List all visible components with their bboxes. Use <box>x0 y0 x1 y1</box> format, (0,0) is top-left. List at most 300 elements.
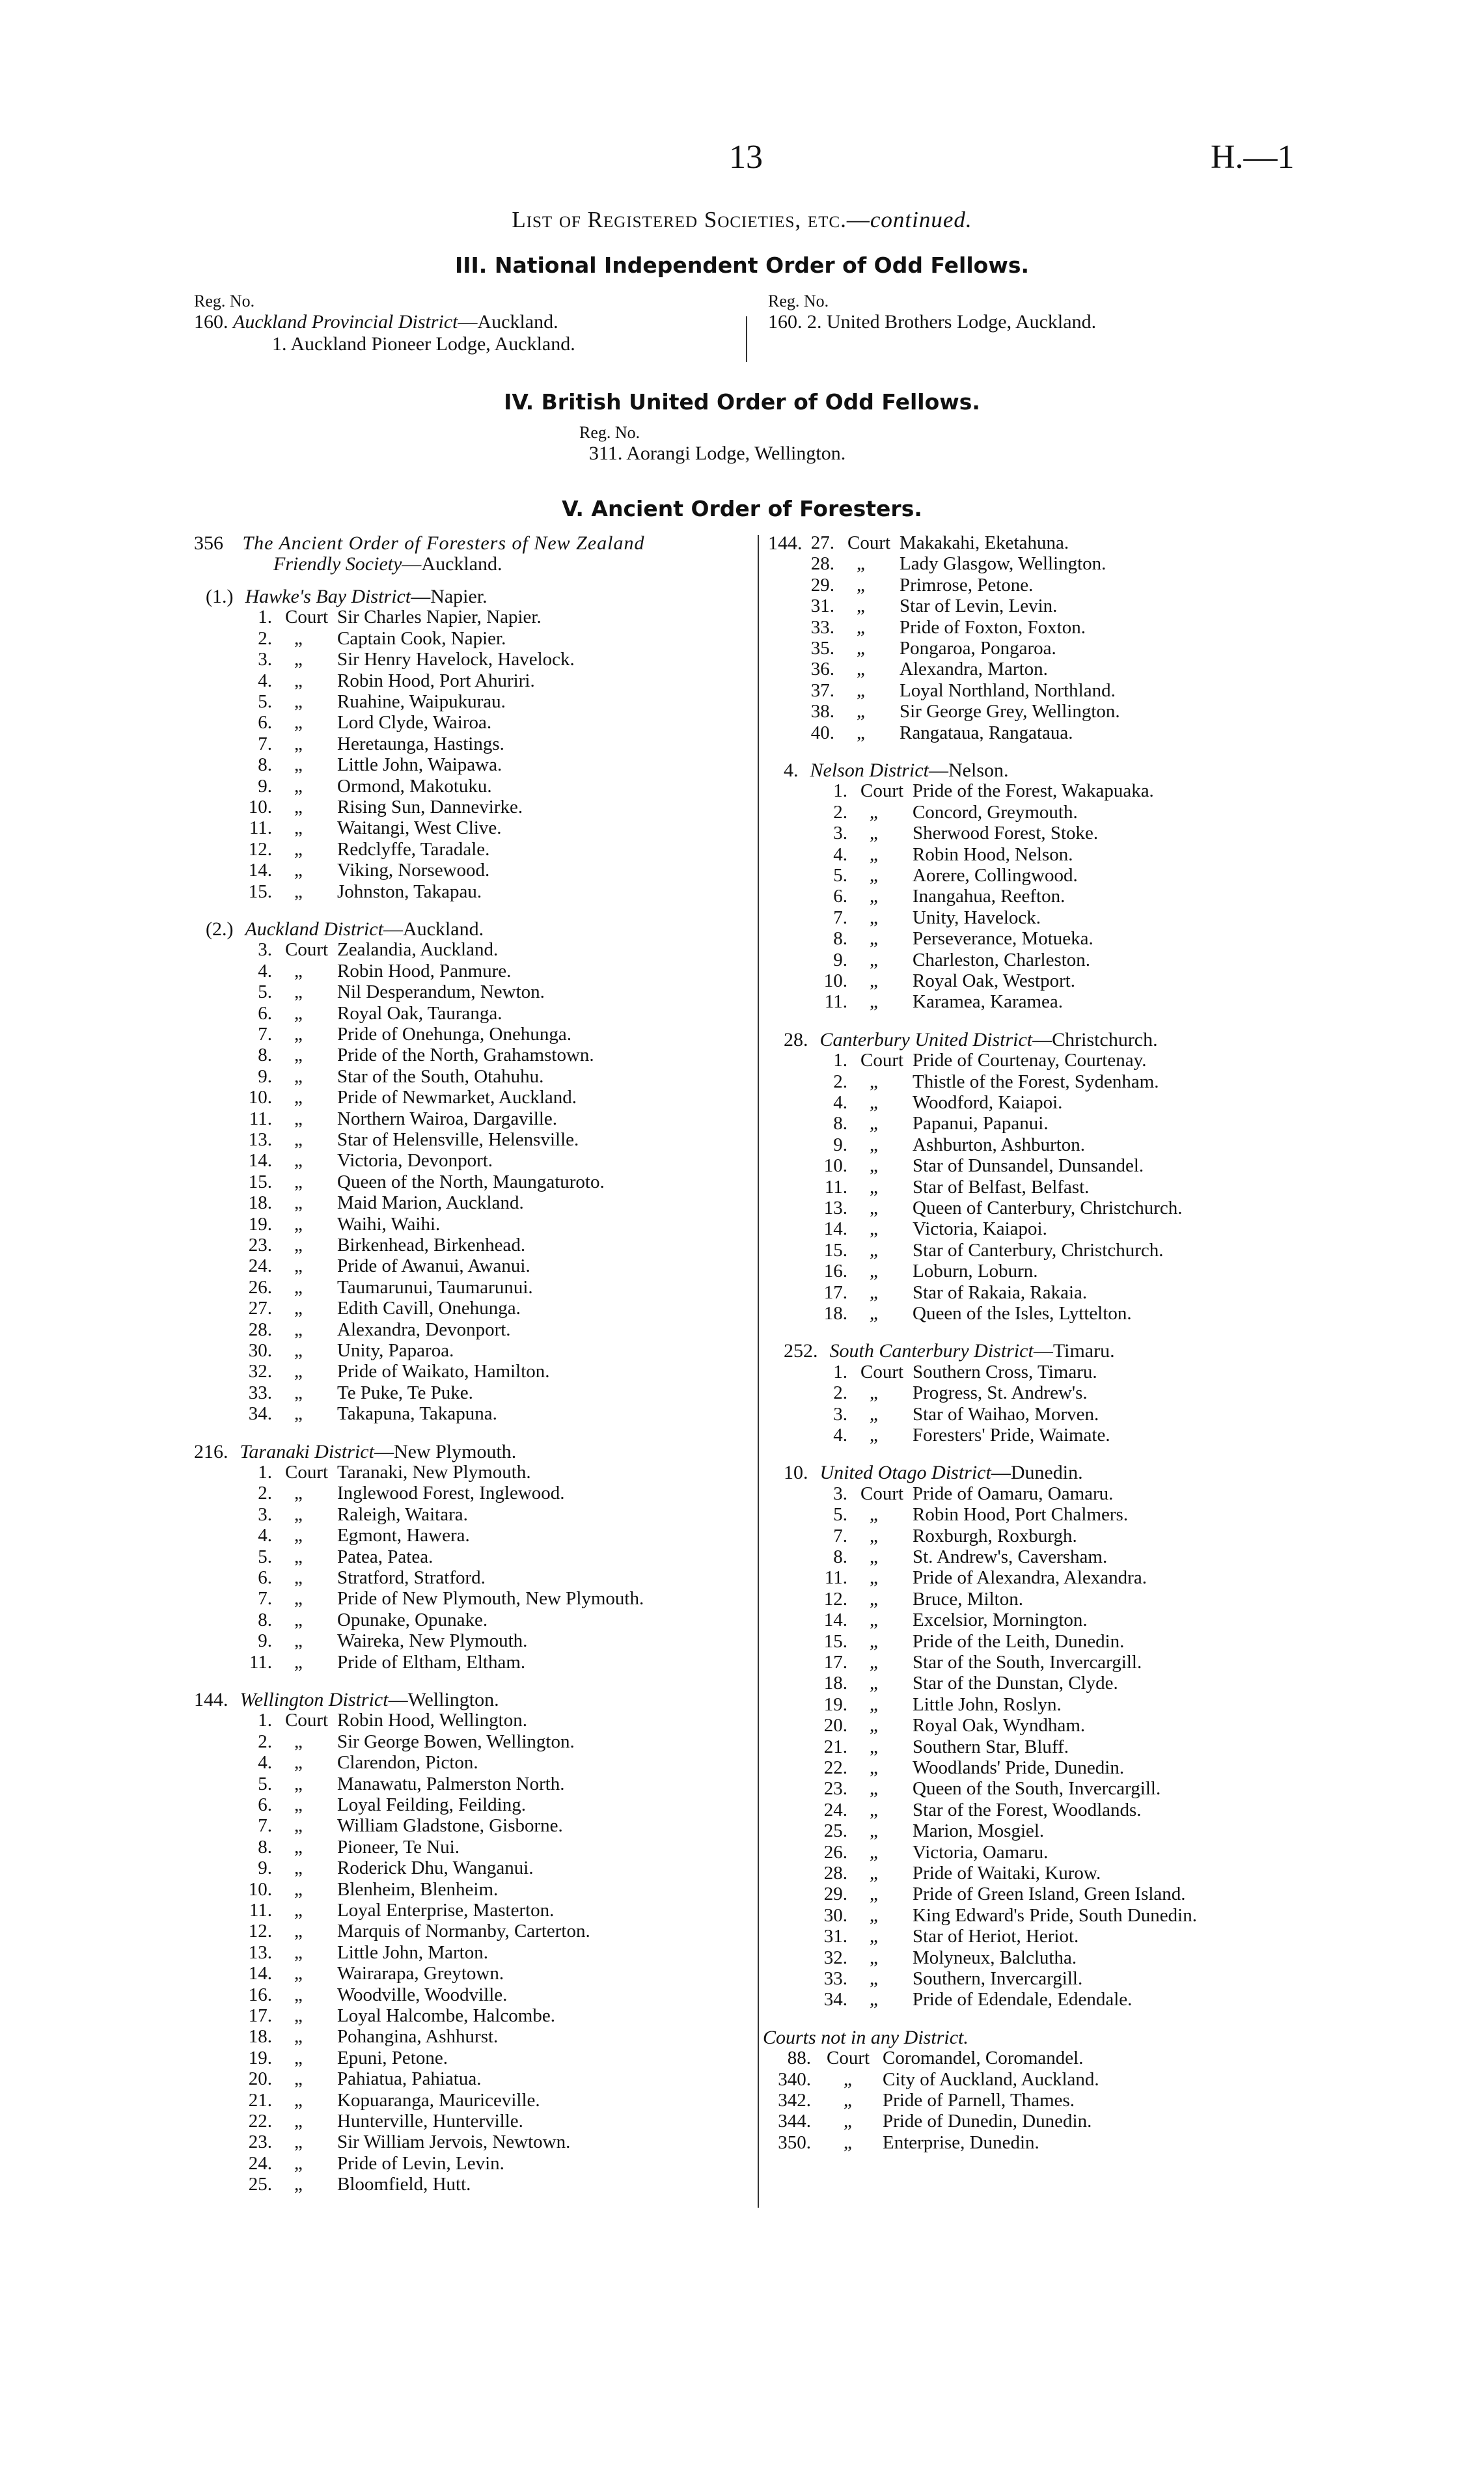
ditto-mark: „ <box>857 553 865 575</box>
court-entry <box>240 1588 760 1609</box>
section-iv-reg-label: Reg. No. <box>579 423 640 442</box>
court-number: 14. <box>248 860 272 881</box>
court-entry <box>240 1879 760 1900</box>
ditto-mark: „ <box>294 2068 303 2090</box>
court-number: 34. <box>248 1403 272 1425</box>
court-entry <box>815 1884 1336 1904</box>
ditto-mark: „ <box>870 1715 878 1736</box>
court-name: Captain Cook, Napier. <box>337 627 506 649</box>
court-entry <box>815 1303 1336 1324</box>
court-number: 350. <box>778 2132 811 2153</box>
ditto-mark: „ <box>294 860 303 881</box>
court-name: Pride of Courtenay, Courtenay. <box>913 1050 1147 1071</box>
court-number: 17. <box>823 1282 847 1303</box>
court-word: Court <box>860 1361 904 1382</box>
ditto-mark: „ <box>294 2005 303 2026</box>
court-number: 3. <box>833 823 847 844</box>
court-entry <box>240 961 760 981</box>
court-entry <box>815 1282 1336 1303</box>
court-name: Unity, Havelock. <box>913 907 1041 928</box>
section-iii-left-district-town: —Auckland. <box>458 311 558 333</box>
court-entry <box>802 553 1323 574</box>
ditto-mark: „ <box>870 1588 878 1610</box>
court-number: 12. <box>823 1588 847 1610</box>
court-entry <box>240 2153 760 2174</box>
court-number: 10. <box>823 1155 847 1177</box>
ditto-mark: „ <box>294 1276 303 1298</box>
ditto-mark: „ <box>870 1282 878 1303</box>
court-entry <box>240 2005 760 2026</box>
court-name: Sir George Bowen, Wellington. <box>337 1731 575 1752</box>
court-name: Pahiatua, Pahiatua. <box>337 2068 482 2090</box>
court-entry <box>815 1240 1336 1261</box>
district-town: —New Plymouth. <box>374 1440 517 1462</box>
court-number: 12. <box>248 838 272 860</box>
court-name: City of Auckland, Auckland. <box>883 2068 1099 2090</box>
court-number: 5. <box>258 1773 272 1794</box>
court-name: Perseverance, Motueka. <box>913 928 1093 950</box>
district-town: —Christchurch. <box>1032 1028 1158 1050</box>
court-name: Little John, Roslyn. <box>913 1694 1062 1715</box>
court-name: Pride of Awanui, Awanui. <box>337 1255 530 1277</box>
court-name: Pride of Onehunga, Onehunga. <box>337 1024 571 1045</box>
court-entry <box>815 1694 1336 1715</box>
court-word: Court <box>847 532 891 553</box>
ditto-mark: „ <box>870 844 878 865</box>
court-entry <box>240 1172 760 1192</box>
court-entry <box>240 670 760 691</box>
court-name: Maid Marion, Auckland. <box>337 1192 524 1214</box>
court-name: St. Andrew's, Caversham. <box>913 1546 1108 1567</box>
court-entry <box>815 865 1336 886</box>
court-entry <box>815 1134 1336 1155</box>
ditto-mark: „ <box>857 616 865 638</box>
ditto-mark: „ <box>294 1567 303 1588</box>
court-name: Coromandel, Coromandel. <box>883 2048 1084 2069</box>
court-name: Royal Oak, Westport. <box>913 970 1076 991</box>
ditto-mark: „ <box>870 1610 878 1631</box>
society-name-cont: Friendly Society <box>273 553 402 575</box>
court-entry <box>815 970 1336 991</box>
court-name: Pride of Eltham, Eltham. <box>337 1651 526 1673</box>
court-entry <box>802 617 1323 638</box>
ditto-mark: „ <box>294 960 303 981</box>
court-number: 30. <box>823 1904 847 1926</box>
court-name: Loburn, Loburn. <box>913 1261 1038 1282</box>
section-iii-title: III. National Independent Order of Odd Fellows. <box>454 253 1030 278</box>
district-label: 144. <box>194 1689 228 1710</box>
court-entry <box>802 701 1323 722</box>
ditto-mark: „ <box>294 2152 303 2174</box>
court-entry <box>240 2132 760 2152</box>
court-name: Wairarapa, Greytown. <box>337 1963 504 1984</box>
court-name: Ruahine, Waipukurau. <box>337 691 506 712</box>
court-entry <box>240 1108 760 1129</box>
court-entry <box>240 1921 760 1941</box>
court-number: 88. <box>787 2048 811 2069</box>
court-number: 29. <box>810 574 834 596</box>
court-name: Stratford, Stratford. <box>337 1567 486 1588</box>
court-number: 1. <box>258 1710 272 1731</box>
court-name: Waireka, New Plymouth. <box>337 1630 528 1652</box>
court-name: Opunake, Opunake. <box>337 1609 488 1630</box>
ditto-mark: „ <box>294 1171 303 1192</box>
court-entry <box>815 1382 1336 1403</box>
ditto-mark: „ <box>870 1968 878 1989</box>
court-number: 9. <box>258 1630 272 1652</box>
section-iii-left-reg-no: 160. <box>194 311 228 333</box>
court-name: Aorere, Collingwood. <box>913 865 1078 886</box>
ditto-mark: „ <box>870 907 878 928</box>
court-name: Marion, Mosgiel. <box>913 1820 1045 1842</box>
district-name: Nelson District <box>810 760 929 781</box>
ditto-mark: „ <box>294 712 303 734</box>
society-town: —Auckland. <box>402 553 502 575</box>
court-number: 29. <box>823 1884 847 1905</box>
court-number: 7. <box>258 1815 272 1837</box>
section-iii-left-lodge: 1. Auckland Pioneer Lodge, Auckland. <box>272 333 575 355</box>
court-entry <box>815 1092 1336 1113</box>
court-number: 31. <box>810 596 834 617</box>
court-entry <box>815 1820 1336 1841</box>
ditto-mark: „ <box>870 1525 878 1546</box>
ditto-mark: „ <box>294 1630 303 1652</box>
district-town: —Timaru. <box>1033 1340 1115 1362</box>
court-number: 23. <box>248 1235 272 1255</box>
court-entry <box>815 1652 1336 1673</box>
court-word: Court <box>285 939 329 961</box>
court-name: Pohangina, Ashhurst. <box>337 2026 499 2048</box>
court-entry <box>240 1837 760 1858</box>
ditto-mark: „ <box>870 1799 878 1820</box>
court-number: 19. <box>248 1213 272 1235</box>
district-name: Hawke's Bay District <box>245 586 411 607</box>
ditto-mark: „ <box>294 981 303 1003</box>
court-entry <box>240 1774 760 1794</box>
court-name: Star of Belfast, Belfast. <box>913 1176 1090 1198</box>
ditto-mark: „ <box>294 1298 303 1319</box>
ditto-mark: „ <box>870 1904 878 1926</box>
ditto-mark: „ <box>294 2111 303 2132</box>
court-number: 2. <box>258 627 272 649</box>
court-entry <box>815 907 1336 928</box>
court-name: King Edward's Pride, South Dunedin. <box>913 1904 1197 1926</box>
court-entry <box>240 1382 760 1403</box>
court-entry <box>815 1736 1336 1757</box>
court-entry <box>240 1610 760 1630</box>
court-entry <box>240 2048 760 2068</box>
court-number: 11. <box>249 817 272 839</box>
court-number: 14. <box>823 1218 847 1240</box>
court-number: 9. <box>833 949 847 970</box>
court-entry <box>240 1255 760 1276</box>
court-number: 24. <box>823 1799 847 1820</box>
court-number: 23. <box>248 2132 272 2153</box>
ditto-mark: „ <box>294 1878 303 1900</box>
court-number: 3. <box>258 649 272 670</box>
court-number: 6. <box>258 712 272 734</box>
court-number: 3. <box>833 1483 847 1504</box>
court-entry <box>240 1361 760 1382</box>
court-name: Alexandra, Devonport. <box>337 1319 511 1340</box>
court-name: Victoria, Oamaru. <box>913 1841 1049 1863</box>
court-number: 1. <box>833 1361 847 1382</box>
district-name: Auckland District <box>245 918 383 940</box>
court-name: Ormond, Makotuku. <box>337 775 492 797</box>
section-iii-left-reg-label: Reg. No. <box>194 292 255 310</box>
court-name: Hunterville, Hunterville. <box>337 2111 523 2132</box>
court-entry <box>240 2068 760 2089</box>
court-entry <box>240 1319 760 1340</box>
court-name: Alexandra, Marton. <box>900 659 1048 680</box>
district-town: —Wellington. <box>388 1689 499 1710</box>
court-number: 20. <box>823 1715 847 1736</box>
court-number: 32. <box>248 1361 272 1382</box>
court-entry <box>240 881 760 902</box>
ditto-mark: „ <box>870 991 878 1013</box>
court-number: 8. <box>833 928 847 950</box>
ditto-mark: „ <box>870 1239 878 1261</box>
court-number: 26. <box>248 1276 272 1298</box>
court-name: Pride of Green Island, Green Island. <box>913 1884 1186 1905</box>
court-number: 2. <box>258 1483 272 1504</box>
ditto-mark: „ <box>294 1752 303 1774</box>
section-iii-left-entry <box>194 311 558 333</box>
court-number: 33. <box>248 1382 272 1403</box>
district-label: (2.) <box>206 918 234 940</box>
ditto-mark: „ <box>294 1984 303 2005</box>
court-name: Papanui, Papanui. <box>913 1113 1049 1134</box>
court-entry <box>240 1192 760 1213</box>
court-name: Little John, Waipawa. <box>337 754 502 776</box>
court-number: 3. <box>258 939 272 961</box>
ditto-mark: „ <box>870 1694 878 1715</box>
court-name: Robin Hood, Wellington. <box>337 1710 527 1731</box>
court-number: 8. <box>833 1113 847 1134</box>
court-number: 10. <box>823 970 847 991</box>
continued-district-label: 144. <box>768 532 803 554</box>
court-name: Star of Canterbury, Christchurch. <box>913 1239 1164 1261</box>
court-number: 340. <box>778 2068 811 2090</box>
court-number: 4. <box>258 1525 272 1546</box>
court-name: Pioneer, Te Nui. <box>337 1836 460 1858</box>
court-entry <box>815 1589 1336 1610</box>
court-name: Waitangi, West Clive. <box>337 817 502 839</box>
court-name: Pride of the North, Grahamstown. <box>337 1045 594 1066</box>
court-name: Star of the South, Invercargill. <box>913 1652 1142 1673</box>
court-entry <box>802 722 1323 743</box>
court-entry <box>772 2069 1293 2090</box>
ditto-mark: „ <box>294 797 303 817</box>
court-entry <box>802 596 1323 616</box>
court-entry <box>815 928 1336 949</box>
court-number: 12. <box>248 1921 272 1942</box>
court-number: 18. <box>248 1192 272 1214</box>
court-number: 38. <box>810 701 834 722</box>
court-name: Loyal Northland, Northland. <box>900 679 1116 701</box>
ditto-mark: „ <box>294 1192 303 1214</box>
court-number: 1. <box>258 1462 272 1483</box>
court-entry <box>240 1752 760 1773</box>
ditto-mark: „ <box>294 2132 303 2153</box>
court-name: Blenheim, Blenheim. <box>337 1878 499 1900</box>
court-name: Robin Hood, Port Ahuriri. <box>337 670 535 691</box>
ditto-mark: „ <box>870 801 878 823</box>
court-name: Pride of the Leith, Dunedin. <box>913 1630 1125 1652</box>
court-number: 9. <box>258 1858 272 1879</box>
court-number: 4. <box>258 1752 272 1774</box>
court-name: Pride of the Forest, Wakapuaka. <box>913 780 1154 802</box>
ditto-mark: „ <box>870 1134 878 1155</box>
court-name: Woodlands' Pride, Dunedin. <box>913 1757 1125 1778</box>
court-number: 40. <box>810 722 834 743</box>
court-number: 13. <box>248 1129 272 1150</box>
ditto-mark: „ <box>294 1087 303 1108</box>
ditto-mark: „ <box>294 1150 303 1172</box>
court-name: Victoria, Devonport. <box>337 1150 493 1172</box>
district-heading <box>784 1462 1083 1484</box>
district-label: 216. <box>194 1440 228 1462</box>
section-iii-right-reg-label: Reg. No. <box>768 292 829 310</box>
ditto-mark: „ <box>294 1546 303 1567</box>
section-iii-right-lodge: 2. United Brothers Lodge, Auckland. <box>807 311 1097 333</box>
court-name: Star of Waihao, Morven. <box>913 1403 1099 1425</box>
column-divider <box>746 316 747 362</box>
court-number: 19. <box>248 2047 272 2068</box>
ditto-mark: „ <box>294 1319 303 1340</box>
court-entry <box>240 817 760 838</box>
court-number: 21. <box>248 2089 272 2111</box>
court-entry <box>815 1757 1336 1778</box>
court-name: Johnston, Takapau. <box>337 881 482 902</box>
court-number: 4. <box>833 844 847 865</box>
ditto-mark: „ <box>870 949 878 970</box>
court-name: Pride of Newmarket, Auckland. <box>337 1087 577 1108</box>
court-name: Progress, St. Andrew's. <box>913 1382 1088 1404</box>
court-entry <box>240 1277 760 1298</box>
court-name: Southern, Invercargill. <box>913 1968 1083 1989</box>
ditto-mark: „ <box>294 649 303 670</box>
court-number: 9. <box>833 1134 847 1155</box>
ditto-mark: „ <box>870 1736 878 1757</box>
court-number: 6. <box>258 1567 272 1588</box>
district-heading <box>784 1340 1115 1362</box>
ditto-mark: „ <box>294 1900 303 1921</box>
court-entry <box>240 797 760 817</box>
court-entry <box>815 1526 1336 1546</box>
court-entry <box>240 2090 760 2111</box>
court-entry <box>772 2111 1293 2132</box>
court-number: 30. <box>248 1340 272 1361</box>
court-name: Woodford, Kaiapoi. <box>913 1092 1063 1113</box>
court-word: Court <box>827 2048 870 2069</box>
court-entry <box>772 2090 1293 2111</box>
court-entry <box>240 1504 760 1525</box>
district-town: —Napier. <box>411 586 488 607</box>
court-entry <box>815 1050 1336 1071</box>
court-entry <box>815 1425 1336 1446</box>
court-name: Edith Cavill, Onehunga. <box>337 1298 521 1319</box>
court-word: Court <box>285 1462 329 1483</box>
running-title-continued: continued. <box>870 207 972 232</box>
court-number: 2. <box>833 801 847 823</box>
court-entry <box>815 1218 1336 1239</box>
court-entry <box>815 1483 1336 1504</box>
ditto-mark: „ <box>870 1071 878 1092</box>
court-number: 20. <box>248 2068 272 2090</box>
court-number: 32. <box>823 1947 847 1968</box>
court-name: Taumarunui, Taumarunui. <box>337 1276 533 1298</box>
court-name: Makakahi, Eketahuna. <box>900 532 1069 553</box>
ditto-mark: „ <box>294 2174 303 2195</box>
court-entry <box>815 1504 1336 1525</box>
court-entry <box>240 649 760 670</box>
court-number: 6. <box>258 1002 272 1024</box>
court-number: 28. <box>823 1863 847 1884</box>
court-name: Foresters' Pride, Waimate. <box>913 1425 1110 1446</box>
ditto-mark: „ <box>870 1630 878 1652</box>
court-number: 4. <box>833 1425 847 1446</box>
court-number: 10. <box>248 797 272 817</box>
society-line-1 <box>194 532 645 555</box>
court-entry <box>240 839 760 860</box>
court-name: Pride of Waitaki, Kurow. <box>913 1863 1101 1884</box>
court-number: 1. <box>258 607 272 628</box>
ditto-mark: „ <box>294 775 303 797</box>
court-name: Sir Henry Havelock, Havelock. <box>337 649 575 670</box>
court-number: 23. <box>823 1778 847 1800</box>
court-entry <box>240 1066 760 1087</box>
court-entry <box>240 1024 760 1045</box>
court-number: 18. <box>823 1673 847 1694</box>
court-number: 26. <box>823 1841 847 1863</box>
court-entry <box>240 1815 760 1836</box>
court-entry <box>240 2174 760 2195</box>
ditto-mark: „ <box>857 659 865 680</box>
court-number: 36. <box>810 659 834 680</box>
court-name: Star of Helensville, Helensville. <box>337 1129 579 1150</box>
court-name: Te Puke, Te Puke. <box>337 1382 473 1403</box>
ditto-mark: „ <box>857 574 865 596</box>
court-name: Clarendon, Picton. <box>337 1752 478 1774</box>
court-entry <box>815 886 1336 907</box>
court-name: Star of Dunsandel, Dunsandel. <box>913 1155 1144 1177</box>
court-name: Queen of the Isles, Lyttelton. <box>913 1303 1132 1324</box>
ditto-mark: „ <box>844 2132 852 2153</box>
ditto-mark: „ <box>294 1002 303 1024</box>
court-number: 7. <box>833 907 847 928</box>
court-entry <box>240 1298 760 1319</box>
court-entry <box>240 1214 760 1235</box>
ditto-mark: „ <box>294 1045 303 1066</box>
court-name: Queen of Canterbury, Christchurch. <box>913 1198 1183 1218</box>
court-number: 1. <box>833 1050 847 1071</box>
court-number: 11. <box>249 1108 272 1129</box>
court-entry <box>240 691 760 712</box>
court-name: Pride of Foxton, Foxton. <box>900 616 1086 638</box>
court-entry <box>240 734 760 754</box>
ditto-mark: „ <box>294 1941 303 1963</box>
court-name: Unity, Paparoa. <box>337 1340 454 1361</box>
court-entry <box>815 1863 1336 1884</box>
court-entry <box>815 950 1336 970</box>
court-name: Molyneux, Balclutha. <box>913 1947 1077 1968</box>
ditto-mark: „ <box>294 1503 303 1525</box>
court-entry <box>815 1261 1336 1282</box>
court-name: Kopuaranga, Mauriceville. <box>337 2089 540 2111</box>
court-name: Pride of Waikato, Hamilton. <box>337 1361 550 1382</box>
court-name: Zealandia, Auckland. <box>337 939 499 961</box>
